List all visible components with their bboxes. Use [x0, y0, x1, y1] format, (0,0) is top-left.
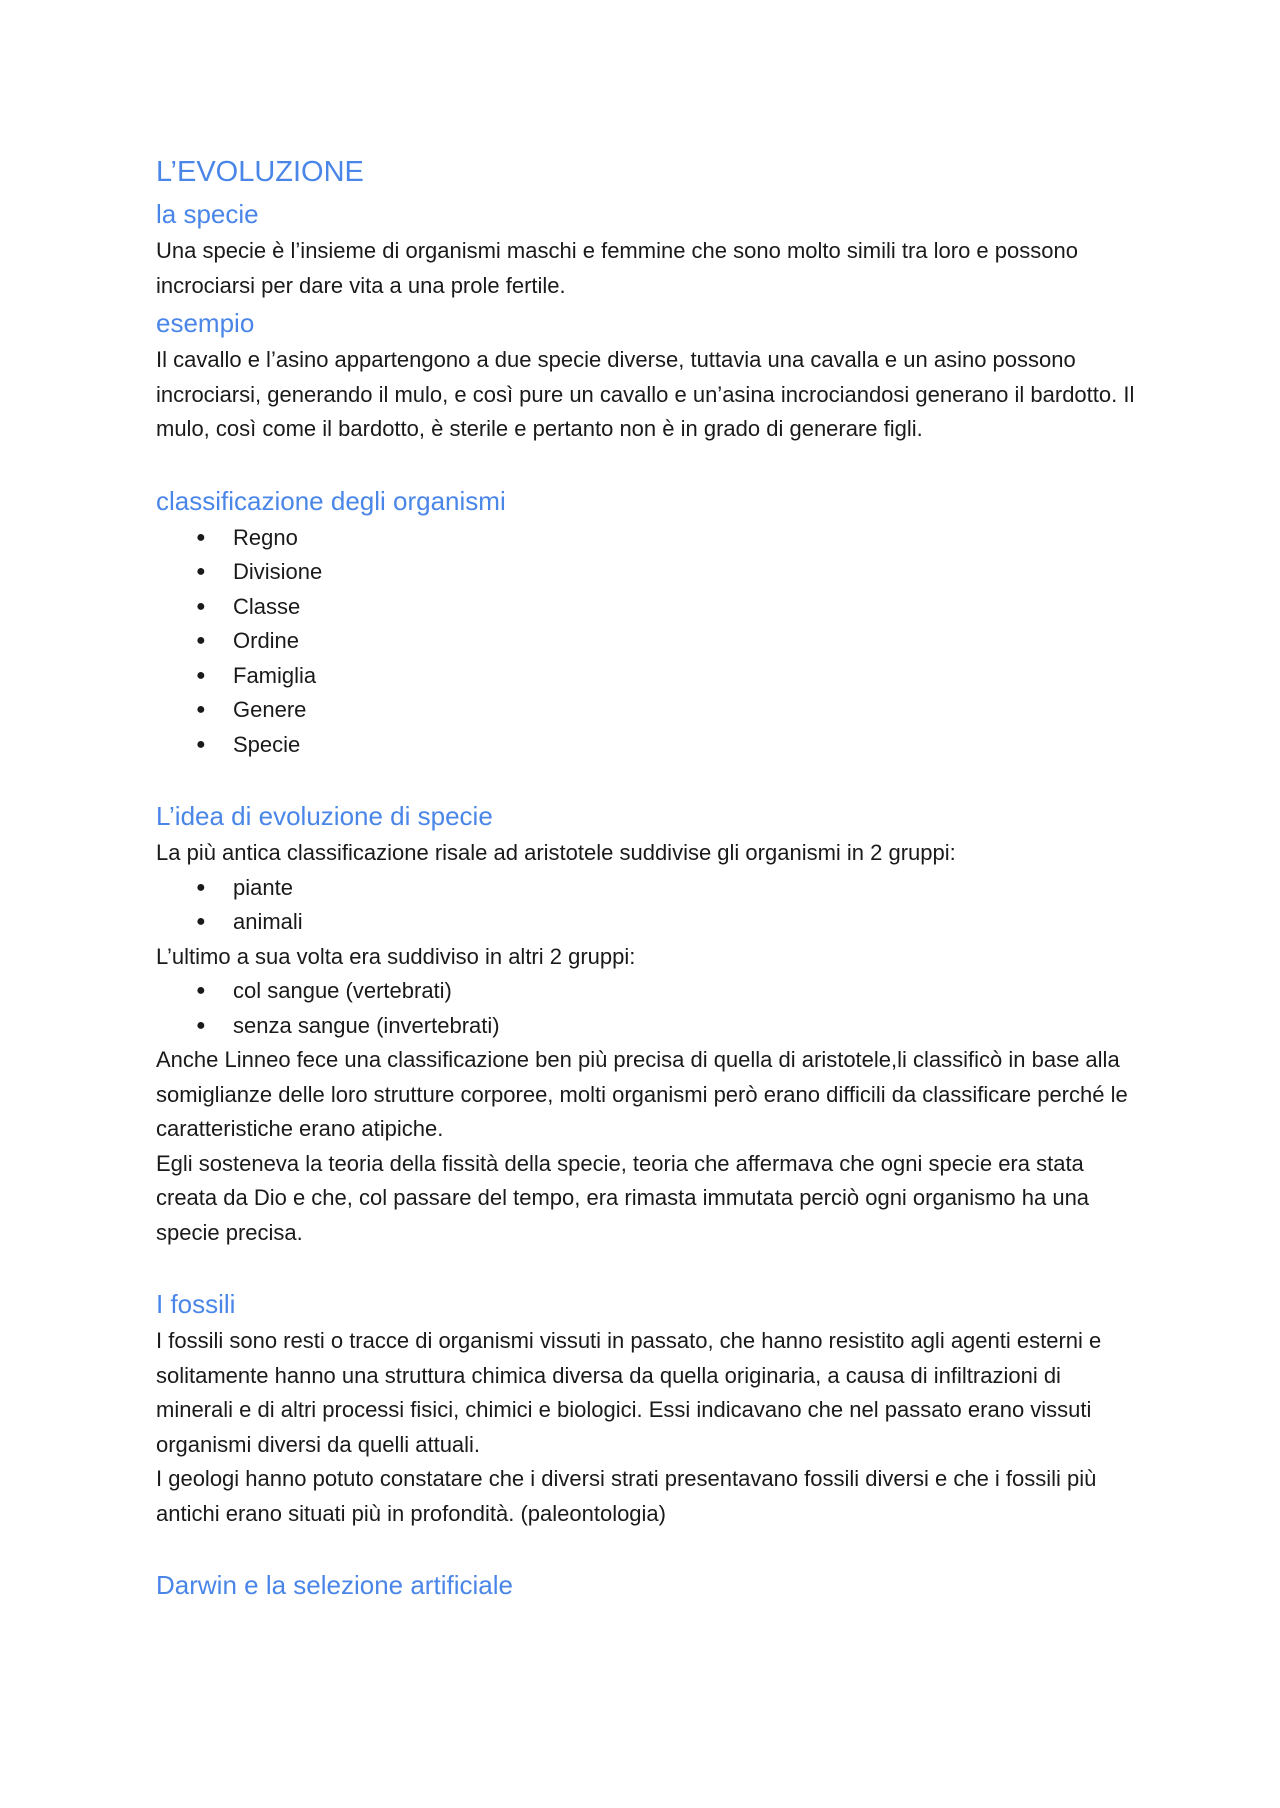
- paragraph-fissita: Egli sosteneva la teoria della fissità della specie, teoria che affermava che ogni specie era stata creata da Dio e che, col passare del tempo, era rimasta immutata perciò ogni organismo ha una specie precisa.: [156, 1150, 1090, 1245]
- list-item: ● Divisione: [156, 555, 1136, 590]
- heading-classificazione: classificazione degli organismi: [156, 485, 506, 516]
- list-item: ● Ordine: [156, 624, 1136, 659]
- paragraph-linneo: Anche Linneo fece una classificazione ben più precisa di quella di aristotele,li classificò in base alla somiglianze delle loro strutture corporee, molti organismi però erano difficili da classificare perché le caratteristiche erano atipiche.: [156, 1047, 1128, 1141]
- list-gruppi: [156, 871, 1136, 940]
- list-item: ● Regno: [156, 521, 1136, 556]
- list-item: ● Classe: [156, 590, 1136, 625]
- list-classificazione: [156, 521, 1136, 763]
- list-item: ● col sangue (vertebrati): [156, 974, 1136, 1009]
- paragraph-la-specie: Una specie è l’insieme di organismi maschi e femmine che sono molto simili tra loro e possono incrociarsi per dare vita a una prole fertile.: [156, 238, 1078, 298]
- list-item: ● piante: [156, 871, 1136, 906]
- paragraph-fossili-1: I fossili sono resti o tracce di organismi vissuti in passato, che hanno resistito agli agenti esterni e solitamente hanno una struttura chimica diversa da quella originaria, a causa di infiltrazioni di minerali e di altri processi fisici, chimici e biologici. Essi indicavano che nel passato erano vissuti organismi diversi da quelli attuali.: [156, 1328, 1102, 1457]
- list-item: ● Famiglia: [156, 659, 1136, 694]
- heading-idea-evoluzione: L’idea di evoluzione di specie: [156, 801, 493, 831]
- paragraph-fossili-2: I geologi hanno potuto constatare che i diversi strati presentavano fossili diversi e che i fossili più antichi erano situati più in profondità. (paleontologia): [156, 1466, 1097, 1526]
- heading-fossili: I fossili: [156, 1289, 236, 1319]
- list-item: ● Specie: [156, 728, 1136, 763]
- list-item: ● animali: [156, 905, 1136, 940]
- document-title: L’EVOLUZIONE: [156, 156, 364, 188]
- document-page: [156, 150, 1136, 1605]
- paragraph-idea-sub-intro: L’ultimo a sua volta era suddiviso in altri 2 gruppi:: [156, 943, 636, 969]
- heading-esempio: esempio: [156, 308, 255, 338]
- paragraph-idea-intro: La più antica classificazione risale ad aristotele suddivise gli organismi in 2 gruppi:: [156, 840, 956, 865]
- list-item: ● Genere: [156, 693, 1136, 728]
- list-sottogruppi: [156, 974, 1136, 1043]
- heading-darwin: Darwin e la selezione artificiale: [156, 1570, 513, 1600]
- paragraph-esempio: Il cavallo e l’asino appartengono a due specie diverse, tuttavia una cavalla e un asino possono incrociarsi, generando il mulo, e così pure un cavallo e un’asina incrociandosi generano il bardotto. Il mulo, così come il bardotto, è sterile e pertanto non è in grado di generare figli.: [156, 347, 1135, 441]
- heading-la-specie: la specie: [156, 199, 259, 229]
- list-item: ● senza sangue (invertebrati): [156, 1009, 1136, 1044]
